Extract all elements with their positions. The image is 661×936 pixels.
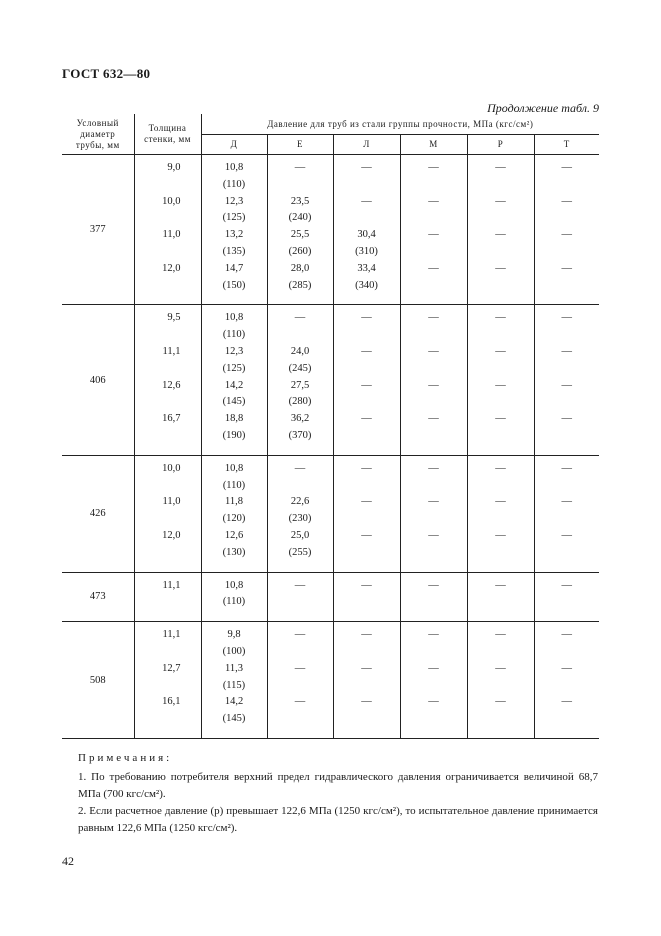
spacer-line	[468, 711, 534, 728]
wall-thickness: 16,7	[162, 413, 181, 425]
pressure-value: 11,3	[225, 662, 243, 674]
spacer-line	[334, 711, 400, 728]
wall-thickness: 10,0	[162, 195, 181, 207]
header-grade: М	[400, 135, 467, 155]
spacer-line	[401, 511, 467, 528]
pressure-value: —	[294, 162, 306, 173]
pressure-value: 28,0	[290, 262, 310, 274]
table-continuation-label: Продолжение табл. 9	[487, 101, 599, 115]
spacer-line	[334, 210, 400, 227]
pressure-cell	[333, 455, 400, 572]
spacer-line	[334, 594, 400, 611]
spacer-line	[535, 244, 600, 261]
pressure-cell	[400, 455, 467, 572]
spacer-line	[468, 244, 534, 261]
spacer-line	[135, 394, 201, 411]
pressure-value: —	[361, 529, 372, 541]
spacer-line	[401, 278, 467, 295]
diameter-cell: 473	[62, 572, 134, 622]
spacer-line	[334, 327, 400, 344]
spacer-line	[334, 177, 400, 194]
wall-thickness: 9,5	[167, 312, 181, 324]
pressure-cell	[534, 572, 599, 622]
spacer-line	[401, 177, 467, 194]
pressure-cell	[534, 622, 599, 739]
pressure-value: —	[428, 162, 439, 173]
pressure-value: —	[428, 195, 439, 207]
pressure-value: 12,3	[224, 195, 244, 207]
pressure-value-kgf: (125)	[222, 362, 246, 374]
spacer-line	[334, 394, 400, 411]
pressure-value: 13,2	[224, 229, 244, 241]
pressure-value: 14,2	[224, 696, 244, 708]
pressure-value: —	[428, 696, 439, 708]
pressure-value: 10,8	[224, 162, 244, 173]
spacer-line	[468, 394, 534, 411]
table-row-group	[62, 155, 599, 305]
pressure-value-kgf: (280)	[288, 396, 312, 408]
spacer-line	[535, 594, 600, 611]
spacer-line	[468, 327, 534, 344]
pressure-value: 12,3	[224, 345, 244, 357]
header-pressure: Давление для труб из стали группы прочности, МПа (кгс/см²)	[201, 114, 599, 135]
spacer-line	[334, 678, 400, 695]
pressure-value: —	[361, 579, 372, 591]
pressure-cell	[400, 622, 467, 739]
pressure-value: —	[361, 696, 372, 708]
spacer-line	[268, 177, 333, 194]
pressure-cell	[534, 155, 599, 305]
spacer-line	[135, 644, 201, 661]
pressure-cell	[267, 155, 333, 305]
pressure-value: —	[495, 262, 506, 274]
pressure-value-kgf: (260)	[288, 245, 312, 257]
pressure-value-kgf: (100)	[222, 645, 246, 657]
pressure-value: —	[428, 345, 439, 357]
header-wall-line: Толщина	[148, 123, 187, 133]
table-row-group	[62, 572, 599, 622]
pressure-value: —	[428, 413, 439, 425]
spacer-line	[401, 644, 467, 661]
pressure-value: —	[495, 629, 506, 641]
spacer-line	[401, 545, 467, 562]
diameter-cell: 377	[62, 155, 134, 305]
pressure-value: —	[561, 662, 573, 674]
pressure-value: 18,8	[224, 413, 244, 425]
spacer-line	[401, 394, 467, 411]
pressure-value: 10,8	[224, 462, 244, 474]
pressure-value: —	[428, 529, 439, 541]
pressure-value: 9,8	[227, 629, 241, 641]
pressure-value: —	[561, 496, 573, 508]
note-item: 1. По требованию потребителя верхний предел гидравлического давления ограничивается величиной 68,7 МПа (700 кгс/см²).	[78, 771, 598, 800]
wall-thickness: 12,0	[162, 529, 181, 541]
pressure-value: 36,2	[290, 413, 310, 425]
pressure-value-kgf: (255)	[288, 546, 312, 558]
spacer-line	[401, 244, 467, 261]
pressure-value: —	[561, 262, 573, 274]
spacer-line	[468, 644, 534, 661]
pressure-value: 33,4	[357, 262, 376, 274]
pressure-cell	[201, 455, 267, 572]
pressure-value: —	[561, 312, 573, 324]
pressure-value: —	[495, 413, 506, 425]
spacer-line	[334, 644, 400, 661]
pressure-value: —	[495, 379, 506, 391]
pressure-value-kgf: (150)	[222, 279, 246, 291]
header-grade: Д	[201, 135, 267, 155]
spacer-line	[135, 244, 201, 261]
wall-thickness: 10,0	[162, 462, 181, 474]
pressure-value-kgf: (110)	[222, 596, 246, 608]
spacer-line	[401, 428, 467, 445]
wall-thickness: 11,0	[162, 496, 181, 508]
pressure-value: 14,7	[224, 262, 244, 274]
spacer-line	[135, 678, 201, 695]
pressure-cell	[201, 305, 267, 455]
pressure-value-kgf: (110)	[222, 479, 246, 491]
pressure-value-kgf: (125)	[222, 212, 246, 224]
pressure-value: —	[561, 229, 573, 241]
spacer-line	[268, 594, 333, 611]
spacer-line	[468, 210, 534, 227]
pressure-value-kgf: (370)	[288, 429, 312, 441]
pressure-value: —	[361, 662, 372, 674]
pressure-value: —	[561, 462, 573, 474]
pressure-value: —	[428, 662, 439, 674]
pressure-value: —	[428, 579, 439, 591]
wall-cell	[134, 155, 201, 305]
pressure-cell	[467, 155, 534, 305]
diameter-cell: 426	[62, 455, 134, 572]
wall-thickness: 12,0	[162, 262, 181, 274]
spacer-line	[135, 545, 201, 562]
pressure-value: —	[495, 696, 506, 708]
spacer-line	[135, 594, 201, 611]
pressure-value-kgf: (285)	[288, 279, 312, 291]
spacer-line	[135, 711, 201, 728]
spacer-line	[135, 428, 201, 445]
wall-cell	[134, 572, 201, 622]
spacer-line	[135, 327, 201, 344]
pressure-value: —	[495, 312, 506, 324]
pressure-value: 27,5	[290, 379, 310, 391]
spacer-line	[535, 278, 600, 295]
pressure-value: —	[361, 312, 372, 324]
pressure-value-kgf: (310)	[355, 245, 378, 257]
pressure-value: —	[294, 579, 306, 591]
pressure-value: —	[495, 579, 506, 591]
spacer-line	[268, 644, 333, 661]
pressure-cell	[534, 455, 599, 572]
spacer-line	[268, 711, 333, 728]
pressure-cell	[333, 572, 400, 622]
pressure-cell	[267, 455, 333, 572]
spacer-line	[468, 177, 534, 194]
header-diameter-line: диаметр	[80, 128, 116, 139]
spacer-line	[535, 511, 600, 528]
pressure-value: —	[495, 195, 506, 207]
header-wall-line: стенки, мм	[144, 134, 191, 144]
pressure-value-kgf: (115)	[222, 679, 246, 691]
pressure-value: —	[294, 696, 306, 708]
pressure-cell	[467, 305, 534, 455]
pressure-value: —	[361, 345, 372, 357]
spacer-line	[535, 478, 600, 495]
pressure-value: 10,8	[224, 579, 244, 591]
pressure-value: —	[495, 345, 506, 357]
header-diameter	[62, 114, 134, 155]
spacer-line	[468, 361, 534, 378]
spacer-line	[468, 678, 534, 695]
pressure-value: —	[361, 462, 372, 474]
wall-thickness: 9,0	[167, 162, 181, 173]
pressure-value: —	[561, 195, 573, 207]
table-row-group	[62, 622, 599, 739]
pressure-value: —	[294, 662, 306, 674]
pressure-value: —	[428, 262, 439, 274]
pressure-value-kgf: (110)	[222, 329, 246, 341]
pressure-value: —	[495, 462, 506, 474]
wall-cell	[134, 622, 201, 739]
header-diameter-line: трубы, мм	[75, 139, 120, 150]
pressure-value: —	[294, 629, 306, 641]
pressure-cell	[400, 305, 467, 455]
spacer-line	[535, 644, 600, 661]
spacer-line	[468, 428, 534, 445]
spacer-line	[468, 278, 534, 295]
spacer-line	[401, 478, 467, 495]
wall-thickness: 12,6	[162, 379, 181, 391]
spacer-line	[135, 177, 201, 194]
pressure-cell	[467, 572, 534, 622]
pressure-value-kgf: (190)	[222, 429, 246, 441]
wall-cell	[134, 305, 201, 455]
pressure-cell	[400, 572, 467, 622]
wall-thickness: 11,0	[162, 229, 181, 241]
spacer-line	[401, 594, 467, 611]
pressure-value: 25,0	[290, 529, 310, 541]
note-item: 2. Если расчетное давление (р) превышает 122,6 МПа (1250 кгс/см²), то испытательное давление принимается равным 122,6 МПа (1250 кгс/см²).	[78, 805, 598, 834]
pressure-value-kgf: (340)	[355, 279, 378, 291]
header-grade: Т	[534, 135, 599, 155]
diameter-cell: 508	[62, 622, 134, 739]
spacer-line	[535, 711, 600, 728]
pressure-value: —	[561, 529, 573, 541]
pressure-value: —	[294, 462, 306, 474]
pressure-value: 23,5	[290, 195, 310, 207]
pressure-value: —	[561, 345, 573, 357]
pressure-value: —	[428, 462, 439, 474]
pressure-cell	[467, 455, 534, 572]
wall-thickness: 12,7	[162, 662, 181, 674]
spacer-line	[468, 545, 534, 562]
header-diameter-line: Условный	[76, 117, 119, 128]
pressure-value: —	[361, 162, 372, 173]
spacer-line	[135, 278, 201, 295]
pressure-cell	[267, 572, 333, 622]
spacer-line	[268, 678, 333, 695]
pressure-value: —	[561, 379, 573, 391]
spacer-line	[535, 394, 600, 411]
notes	[78, 750, 598, 837]
pressure-value: —	[428, 229, 439, 241]
pressure-value: —	[495, 662, 506, 674]
pressure-value: —	[495, 229, 506, 241]
pressure-cell	[333, 622, 400, 739]
spacer-line	[334, 428, 400, 445]
pressure-value: —	[561, 413, 573, 425]
wall-thickness: 11,1	[162, 345, 181, 357]
pressure-value: —	[361, 195, 372, 207]
pressure-value-kgf: (110)	[222, 178, 246, 190]
pressure-value: —	[361, 379, 372, 391]
header-grade: Р	[467, 135, 534, 155]
spacer-line	[468, 478, 534, 495]
pressure-value: —	[361, 629, 372, 641]
spacer-line	[334, 478, 400, 495]
spacer-line	[334, 545, 400, 562]
spacer-line	[334, 361, 400, 378]
pressure-value: —	[561, 579, 573, 591]
wall-cell	[134, 455, 201, 572]
pressure-value: —	[294, 312, 306, 324]
pressure-value: —	[428, 379, 439, 391]
spacer-line	[401, 327, 467, 344]
table-row-group	[62, 455, 599, 572]
spacer-line	[535, 177, 600, 194]
spacer-line	[468, 594, 534, 611]
pressure-value: 14,2	[224, 379, 244, 391]
pressure-value-kgf: (130)	[222, 546, 246, 558]
pressure-value: 12,6	[224, 529, 244, 541]
spacer-line	[535, 545, 600, 562]
pressure-value: —	[561, 629, 573, 641]
pressure-value-kgf: (145)	[222, 713, 246, 725]
pressure-value-kgf: (145)	[222, 396, 246, 408]
pressure-value: —	[561, 162, 573, 173]
pressure-value-kgf: (120)	[222, 513, 246, 525]
pressure-value: —	[495, 162, 506, 173]
spacer-line	[135, 478, 201, 495]
spacer-line	[401, 361, 467, 378]
pressure-value-kgf: (240)	[288, 212, 312, 224]
pressure-cell	[534, 305, 599, 455]
pressure-cell	[333, 305, 400, 455]
pressure-value-kgf: (135)	[222, 245, 246, 257]
spacer-line	[135, 361, 201, 378]
spacer-line	[135, 210, 201, 227]
pressure-value: 22,6	[290, 496, 310, 508]
pressure-value: 10,8	[224, 312, 244, 324]
spacer-line	[468, 511, 534, 528]
spacer-line	[535, 210, 600, 227]
spacer-line	[334, 511, 400, 528]
spacer-line	[268, 327, 333, 344]
standard-title: ГОСТ 632—80	[62, 66, 151, 81]
table-row-group	[62, 305, 599, 455]
diameter-cell: 406	[62, 305, 134, 455]
pressure-value: —	[495, 529, 506, 541]
pressure-value: 11,8	[225, 496, 243, 508]
spacer-line	[535, 428, 600, 445]
pressure-cell	[201, 155, 267, 305]
spacer-line	[535, 327, 600, 344]
pressure-value: 25,5	[290, 229, 310, 241]
pressure-value-kgf: (230)	[288, 513, 312, 525]
header-grade: Е	[267, 135, 333, 155]
wall-thickness: 11,1	[162, 629, 181, 641]
spacer-line	[268, 478, 333, 495]
pressure-cell	[333, 155, 400, 305]
spacer-line	[401, 711, 467, 728]
page-number: 42	[62, 854, 74, 868]
pressure-value: 30,4	[357, 229, 376, 241]
pressure-cell	[201, 622, 267, 739]
pressure-table	[62, 114, 599, 739]
spacer-line	[535, 678, 600, 695]
pressure-value: —	[561, 696, 573, 708]
spacer-line	[535, 361, 600, 378]
header-wall	[134, 114, 201, 155]
pressure-cell	[400, 155, 467, 305]
pressure-cell	[267, 305, 333, 455]
pressure-value: —	[361, 413, 372, 425]
spacer-line	[135, 511, 201, 528]
pressure-cell	[267, 622, 333, 739]
notes-title: Примечания:	[78, 752, 173, 764]
pressure-value: —	[428, 312, 439, 324]
wall-thickness: 16,1	[162, 696, 181, 708]
pressure-value-kgf: (245)	[288, 362, 312, 374]
pressure-value: —	[428, 496, 439, 508]
spacer-line	[401, 210, 467, 227]
pressure-value: —	[428, 629, 439, 641]
spacer-line	[401, 678, 467, 695]
pressure-value: 24,0	[290, 345, 310, 357]
header-grade: Л	[333, 135, 400, 155]
pressure-cell	[201, 572, 267, 622]
pressure-value: —	[495, 496, 506, 508]
wall-thickness: 11,1	[162, 579, 181, 591]
pressure-value: —	[361, 496, 372, 508]
pressure-cell	[467, 622, 534, 739]
